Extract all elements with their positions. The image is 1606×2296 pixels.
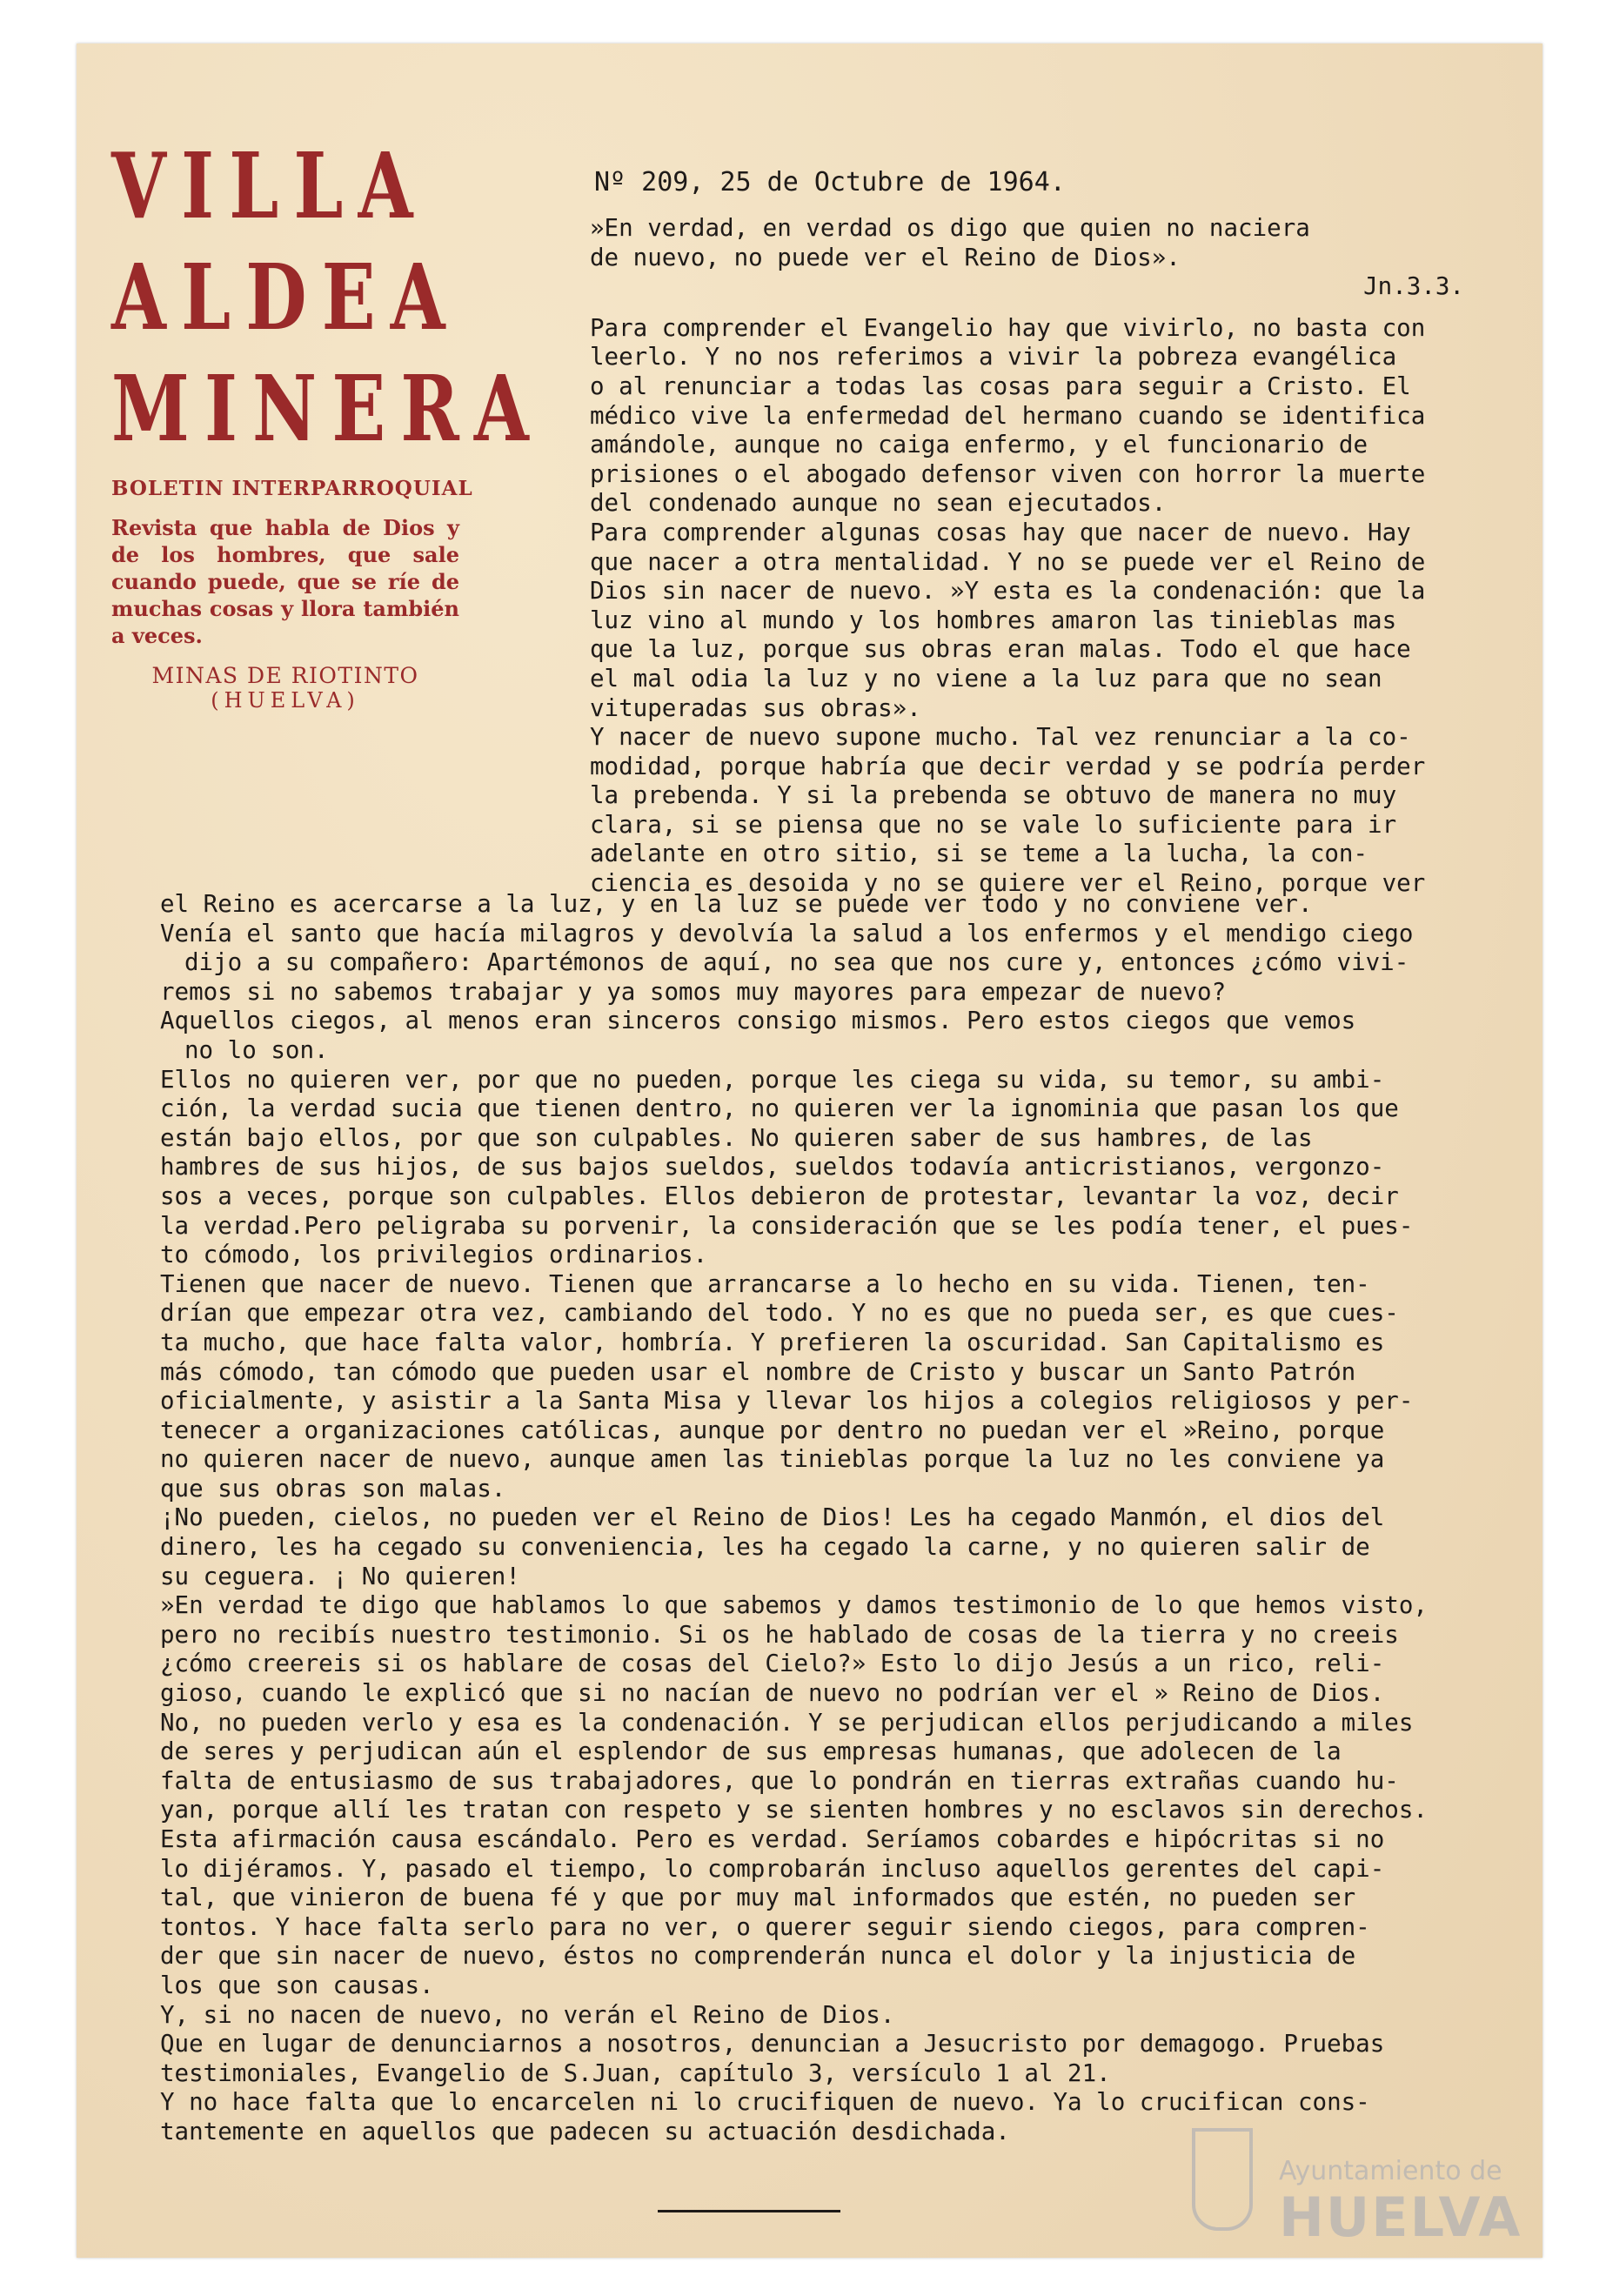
text-line: sos a veces, porque son culpables. Ellos debieron de protestar, levantar la voz, decir [160,1181,1399,1210]
text-line: Y no hace falta que lo encarcelen ni lo crucifiquen de nuevo. Ya lo crucifican cons- [160,2088,1370,2117]
text-line: dijo a su compañero: Apartémonos de aquí, no sea que nos cure y, entonces ¿cómo vivi- [184,948,1409,977]
text-line: »En verdad, en verdad os digo que quien no naciera [590,214,1310,242]
text-line: la verdad.Pero peligraba su porvenir, la consideración que se les podía tener, el pues- [160,1211,1414,1240]
spacer [590,302,1499,314]
text-line: modidad, porque habría que decir verdad y se podría perder [590,752,1426,780]
text-line: el mal odia la luz y no viene a la luz para que no sean [590,664,1382,693]
text-line: oficialmente, y asistir a la Santa Misa y llevar los hijos a colegios religiosos y per- [160,1387,1414,1416]
text-line: que sus obras son malas. [160,1474,506,1503]
paper-sheet [77,44,1542,2258]
text-line: testimoniales, Evangelio de S.Juan, capítulo 3, versículo 1 al 21. [160,2058,1111,2087]
text-line: más cómodo, tan cómodo que pueden usar el nombre de Cristo y buscar un Santo Patrón [160,1357,1356,1386]
text-line: de nuevo, no puede ver el Reino de Dios». [590,243,1181,271]
text-line: remos si no sabemos trabajar y ya somos muy mayores para empezar de nuevo? [160,977,1227,1006]
text-line: lo dijéramos. Y, pasado el tiempo, lo comprobarán incluso aquellos gerentes del capi- [160,1854,1385,1883]
text-line: Ellos no quieren ver, por que no pueden, porque les ciega su vida, su temor, su ambi- [160,1065,1385,1094]
text-line: que nacer a otra mentalidad. Y no se puede ver el Reino de [590,547,1426,576]
text-line: el Reino es acercarse a la luz, y en la luz se puede ver todo y no conviene ver. [160,890,1313,918]
text-line: la prebenda. Y si la prebenda se obtuvo de manera no muy [590,781,1397,810]
text-line: der que sin nacer de nuevo, éstos no comprenderán nunca el dolor y la injusticia de [160,1942,1356,1971]
text-line: hambres de sus hijos, de sus bajos sueldos, sueldos todavía anticristianos, vergonzo- [160,1153,1385,1181]
masthead-title-aldea: ALDEA [111,244,460,351]
text-line: o al renunciar a todas las cosas para seguir a Cristo. El [590,372,1411,400]
text-line: ¿cómo creereis si os hablare de cosas del Cielo?» Esto lo dijo Jesús a un rico, reli- [160,1650,1385,1678]
text-line: los que son causas. [160,1971,434,1999]
text-line: Y nacer de nuevo supone mucho. Tal vez renunciar a la co- [590,723,1411,752]
masthead-title-minera: MINERA [111,355,545,462]
tagline: Revista que habla de Dios y de los hombres, que sale cuando puede, que se ríe de muchas cosas y llora también a veces. [111,515,459,648]
text-line: Y, si no nacen de nuevo, no verán el Reino de Dios. [160,2000,895,2029]
coat-of-arms-icon [1192,2128,1253,2231]
text-line: gioso, cuando le explicó que si no nacían de nuevo no podrían ver el » Reino de Dios. [160,1679,1385,1708]
text-line: to cómodo, los privilegios ordinarios. [160,1241,708,1269]
watermark-line-1: Ayuntamiento de [1279,2156,1502,2186]
text-line: ta mucho, que hace falta valor, hombría. Y prefieren la oscuridad. San Capitalismo es [160,1328,1385,1356]
text-line: Para comprender el Evangelio hay que vivirlo, no basta con [590,313,1426,342]
text-line: yan, porque allí les tratan con respeto y se sienten hombres y no esclavos sin derechos. [160,1796,1428,1824]
text-line: amándole, aunque no caiga enfermo, y el funcionario de [590,431,1368,459]
text-line: Venía el santo que hacía milagros y devolvía la salud a los enfermos y el mendigo ciego [160,919,1414,947]
text-line: adelante en otro sitio, si se teme a la lucha, la con- [590,840,1368,868]
text-line: ciencia es desoida y no se quiere ver el Reino, porque ver [590,869,1426,898]
place-name: MINAS DE RIOTINTO [151,663,419,688]
text-line: tontos. Y hace falta serlo para no ver, o querer seguir siendo ciegos, para compren- [160,1912,1370,1941]
watermark-line-2: HUELVA [1279,2186,1522,2249]
text-line: tal, que vinieron de buena fé y que por muy mal informados que estén, no pueden ser [160,1884,1356,1912]
text-line: del condenado aunque no sean ejecutados. [590,489,1167,518]
text-line: que la luz, porque sus obras eran malas. Todo el que hace [590,635,1411,664]
text-line: prisiones o el abogado defensor viven con horror la muerte [590,459,1426,488]
text-line: clara, si se piensa que no se vale lo suficiente para ir [590,810,1397,839]
scripture-reference: Jn.3.3. [1363,272,1464,301]
text-line: están bajo ellos, por que son culpables. No quieren saber de sus hambres, de las [160,1123,1313,1152]
archive-watermark [1192,2119,1540,2259]
text-line: leerlo. Y no nos referimos a vivir la pobreza evangélica [590,343,1397,372]
text-line: no lo son. [184,1035,329,1064]
text-line: tantemente en aquellos que padecen su actuación desdichada. [160,2117,1010,2145]
text-line: falta de entusiasmo de sus trabajadores, que lo pondrán en tierras extrañas cuando hu- [160,1766,1399,1795]
text-line: pero no recibís nuestro testimonio. Si os he hablado de cosas de la tierra y no creeis [160,1620,1399,1649]
text-line: drían que empezar otra vez, cambiando del todo. Y no es que no pueda ser, es que cues- [160,1299,1399,1328]
issue-line: Nº 209, 25 de Octubre de 1964. [594,167,1066,197]
article-full-width [160,890,1504,2147]
text-line: Esta afirmación causa escándalo. Pero es verdad. Seríamos cobardes e hipócritas si no [160,1825,1385,1853]
text-line: Aquellos ciegos, al menos eran sinceros consigo mismos. Pero estos ciegos que vemos [160,1007,1356,1035]
article-column [590,214,1499,899]
text-line: tenecer a organizaciones católicas, aunque por dentro no puedan ver el »Reino, porque [160,1416,1385,1444]
text-line: vituperadas sus obras». [590,693,921,722]
text-line: ción, la verdad sucia que tienen dentro, no quieren ver la ignominia que pasan los que [160,1094,1399,1123]
text-line: Dios sin nacer de nuevo. »Y esta es la condenación: que la [590,577,1426,606]
text-line: No, no pueden verlo y esa es la condenación. Y se perjudican ellos perjudicando a miles [160,1708,1414,1737]
text-line: Para comprender algunas cosas hay que nacer de nuevo. Hay [590,518,1411,546]
text-line: »En verdad te digo que hablamos lo que sabemos y damos testimonio de lo que hemos visto, [160,1591,1428,1620]
text-line: ¡No pueden, cielos, no pueden ver el Reino de Dios! Les ha cegado Manmón, el dios del [160,1503,1385,1532]
text-line: de seres y perjudican aún el esplendor de sus empresas humanas, que adolecen de la [160,1737,1342,1766]
text-line: Tienen que nacer de nuevo. Tienen que arrancarse a lo hecho en su vida. Tienen, ten- [160,1269,1370,1298]
masthead-title-villa: VILLA [111,132,428,239]
text-line: dinero, les ha cegado su conveniencia, les ha cegado la carne, y no quieren salir de [160,1533,1370,1562]
text-line: su ceguera. ¡ No quieren! [160,1562,520,1590]
text-line: luz vino al mundo y los hombres amaron las tinieblas mas [590,606,1397,634]
end-rule [658,2210,840,2212]
text-line: no quieren nacer de nuevo, aunque amen las tinieblas porque la luz no les conviene ya [160,1445,1385,1474]
province-name: (HUELVA) [211,688,360,713]
text-line: médico vive la enfermedad del hermano cuando se identifica [590,401,1426,430]
masthead [111,131,545,713]
boletin-label: BOLETIN INTERPARROQUIAL [111,477,473,500]
text-line: Que en lugar de denunciarnos a nosotros, denuncian a Jesucristo por demagogo. Pruebas [160,2030,1385,2058]
